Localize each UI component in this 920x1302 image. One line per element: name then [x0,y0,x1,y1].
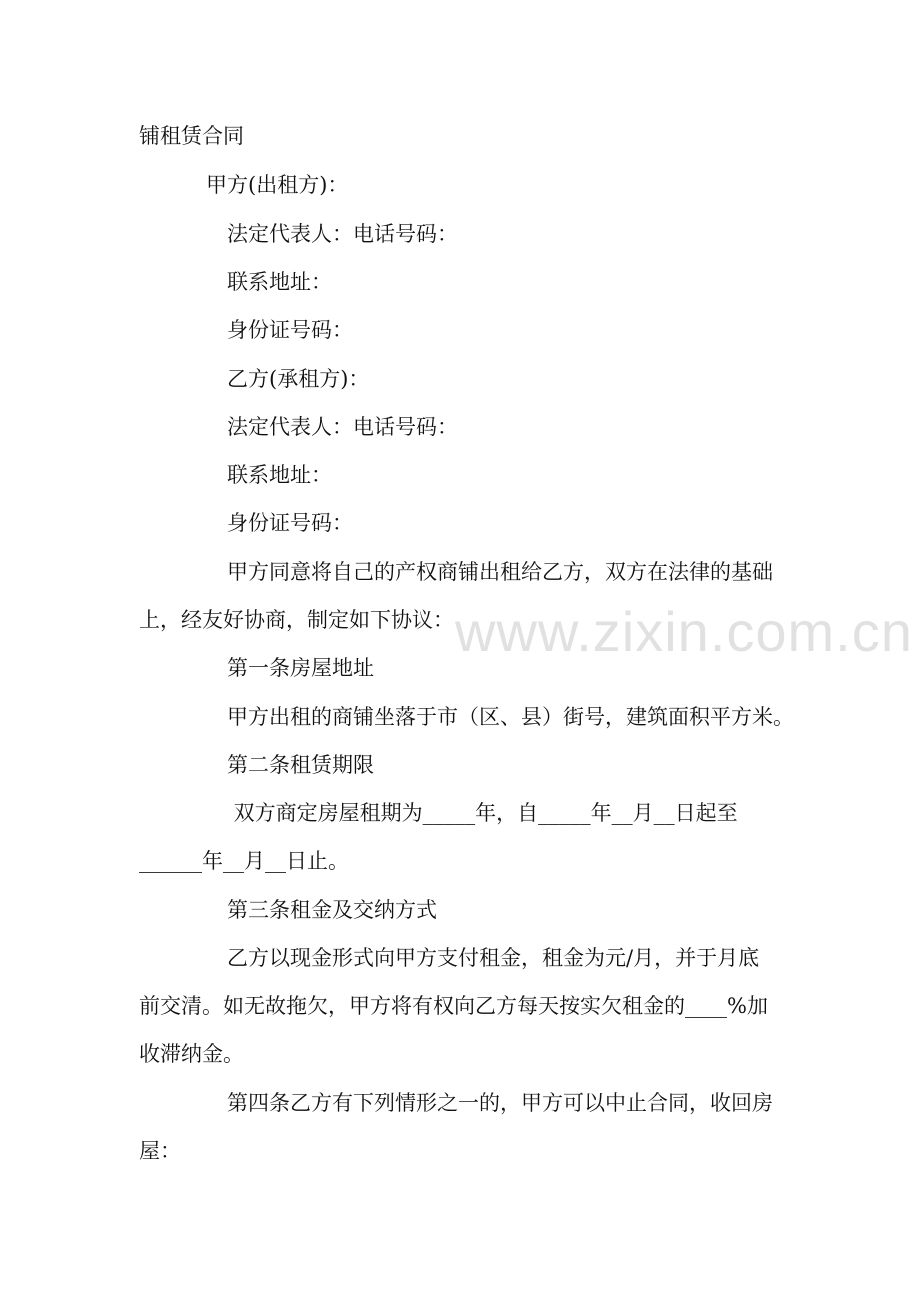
party-a-address: 联系地址： [227,270,332,294]
party-b-representative: 法定代表人：电话号码： [227,415,458,439]
party-b-heading: 乙方(承租方)： [227,367,370,391]
article-3-line-1: 乙方以现金形式向甲方支付租金，租金为元/月，并于月底 [227,946,760,970]
article-2-line-1: 双方商定房屋租期为_____年，自_____年__月__日起至 [227,801,738,825]
party-a-representative: 法定代表人：电话号码： [227,222,458,246]
party-a-heading: 甲方(出租方)： [206,173,349,197]
article-2-title: 第二条租赁期限 [227,753,374,777]
article-2-line-2: ______年__月__日止。 [139,849,349,873]
intro-paragraph-line-1: 甲方同意将自己的产权商铺出租给乙方，双方在法律的基础 [227,560,773,584]
article-1-body: 甲方出租的商铺坐落于市（区、县）街号，建筑面积平方米。 [227,705,794,729]
intro-paragraph-line-2: 上，经友好协商，制定如下协议： [139,608,454,632]
article-1-title: 第一条房屋地址 [227,656,374,680]
document-title: 铺租赁合同 [139,124,244,148]
party-b-id-number: 身份证号码： [227,511,353,535]
watermark: www.zixin.com.cn [455,600,913,663]
article-4-line-1: 第四条乙方有下列情形之一的，甲方可以中止合同，收回房 [227,1091,773,1115]
article-3-line-2: 前交清。如无故拖欠，甲方将有权向乙方每天按实欠租金的____%加 [139,994,768,1018]
article-3-line-3: 收滞纳金。 [139,1042,244,1066]
article-3-title: 第三条租金及交纳方式 [227,898,437,922]
party-b-address: 联系地址： [227,463,332,487]
party-a-id-number: 身份证号码： [227,318,353,342]
article-4-line-2: 屋： [139,1139,181,1163]
